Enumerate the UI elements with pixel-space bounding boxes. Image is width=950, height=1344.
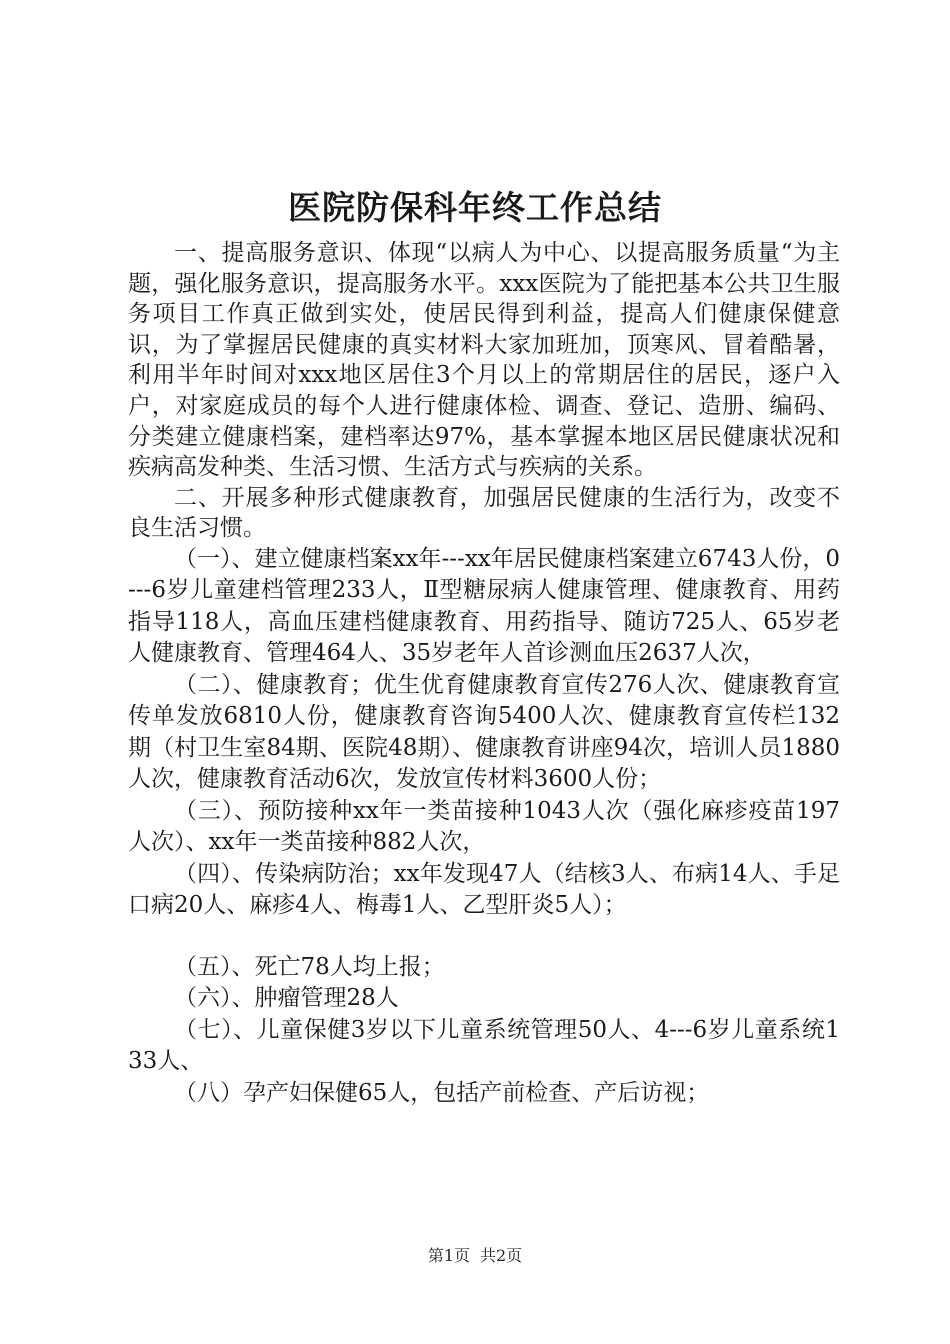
paragraph-7: （五）、死亡78人均上报；: [174, 953, 445, 980]
document-body: [128, 238, 840, 1109]
page-total: 共2页: [480, 1246, 523, 1265]
paragraph-3: （一）、建立健康档案xx年---xx年居民健康档案建立6743人份，0---6岁儿童建档管理233人，Ⅱ型糖尿病人健康管理、健康教育、用药指导118人，高血压建档健康教育、用药指导、随访725人、65岁老人健康教育、管理464人、35岁老年人首诊测血压2637人次，: [128, 545, 840, 667]
document-title: 医院防保科年终工作总结: [288, 188, 662, 227]
paragraph-8: （六）、肿瘤管理28人: [174, 985, 399, 1012]
paragraph-10: （八）孕产妇保健65人，包括产前检查、产后访视；: [174, 1079, 710, 1106]
paragraph-1: 一、提高服务意识、体现“以病人为中心、以提高服务质量“为主题，强化服务意识，提高服务水平。xxx医院为了能把基本公共卫生服务项目工作真正做到实处，使居民得到利益，提高人们健康保健意识，为了掌握居民健康的真实材料大家加班加，顶寒风、冒着酷暑，利用半年时间对xxx地区居住3个月以上的常期居住的居民，逐户入户，对家庭成员的每个人进行健康体检、调查、登记、造册、编码、分类建立健康档案，建档率达97%，基本掌握本地区居民健康状况和疾病高发种类、生活习惯、生活方式与疾病的关系。: [128, 240, 840, 481]
paragraph-2: 二、开展多种形式健康教育，加强居民健康的生活行为，改变不良生活习惯。: [128, 484, 840, 542]
paragraph-5: （三）、预防接种xx年一类苗接种1043人次（强化麻疹疫苗197人次）、xx年一类苗接种882人次，: [128, 797, 840, 856]
paragraph-9: （七）、儿童保健3岁以下儿童系统管理50人、4---6岁儿童系统133人、: [128, 1016, 840, 1075]
page-number: 第1页: [427, 1246, 470, 1265]
page-footer: [0, 1246, 950, 1266]
paragraph-6: （四）、传染病防治；xx年发现47人（结核3人、布病14人、手足口病20人、麻疹4人、梅毒1人、乙型肝炎5人）；: [128, 860, 840, 919]
paragraph-4: （二）、健康教育；优生优育健康教育宣传276人次、健康教育宣传单发放6810人份，健康教育咨询5400人次、健康教育宣传栏132期（村卫生室84期、医院48期）、健康教育讲座94次，培训人员1880人次，健康教育活动6次，发放宣传材料3600人份；: [128, 671, 840, 793]
